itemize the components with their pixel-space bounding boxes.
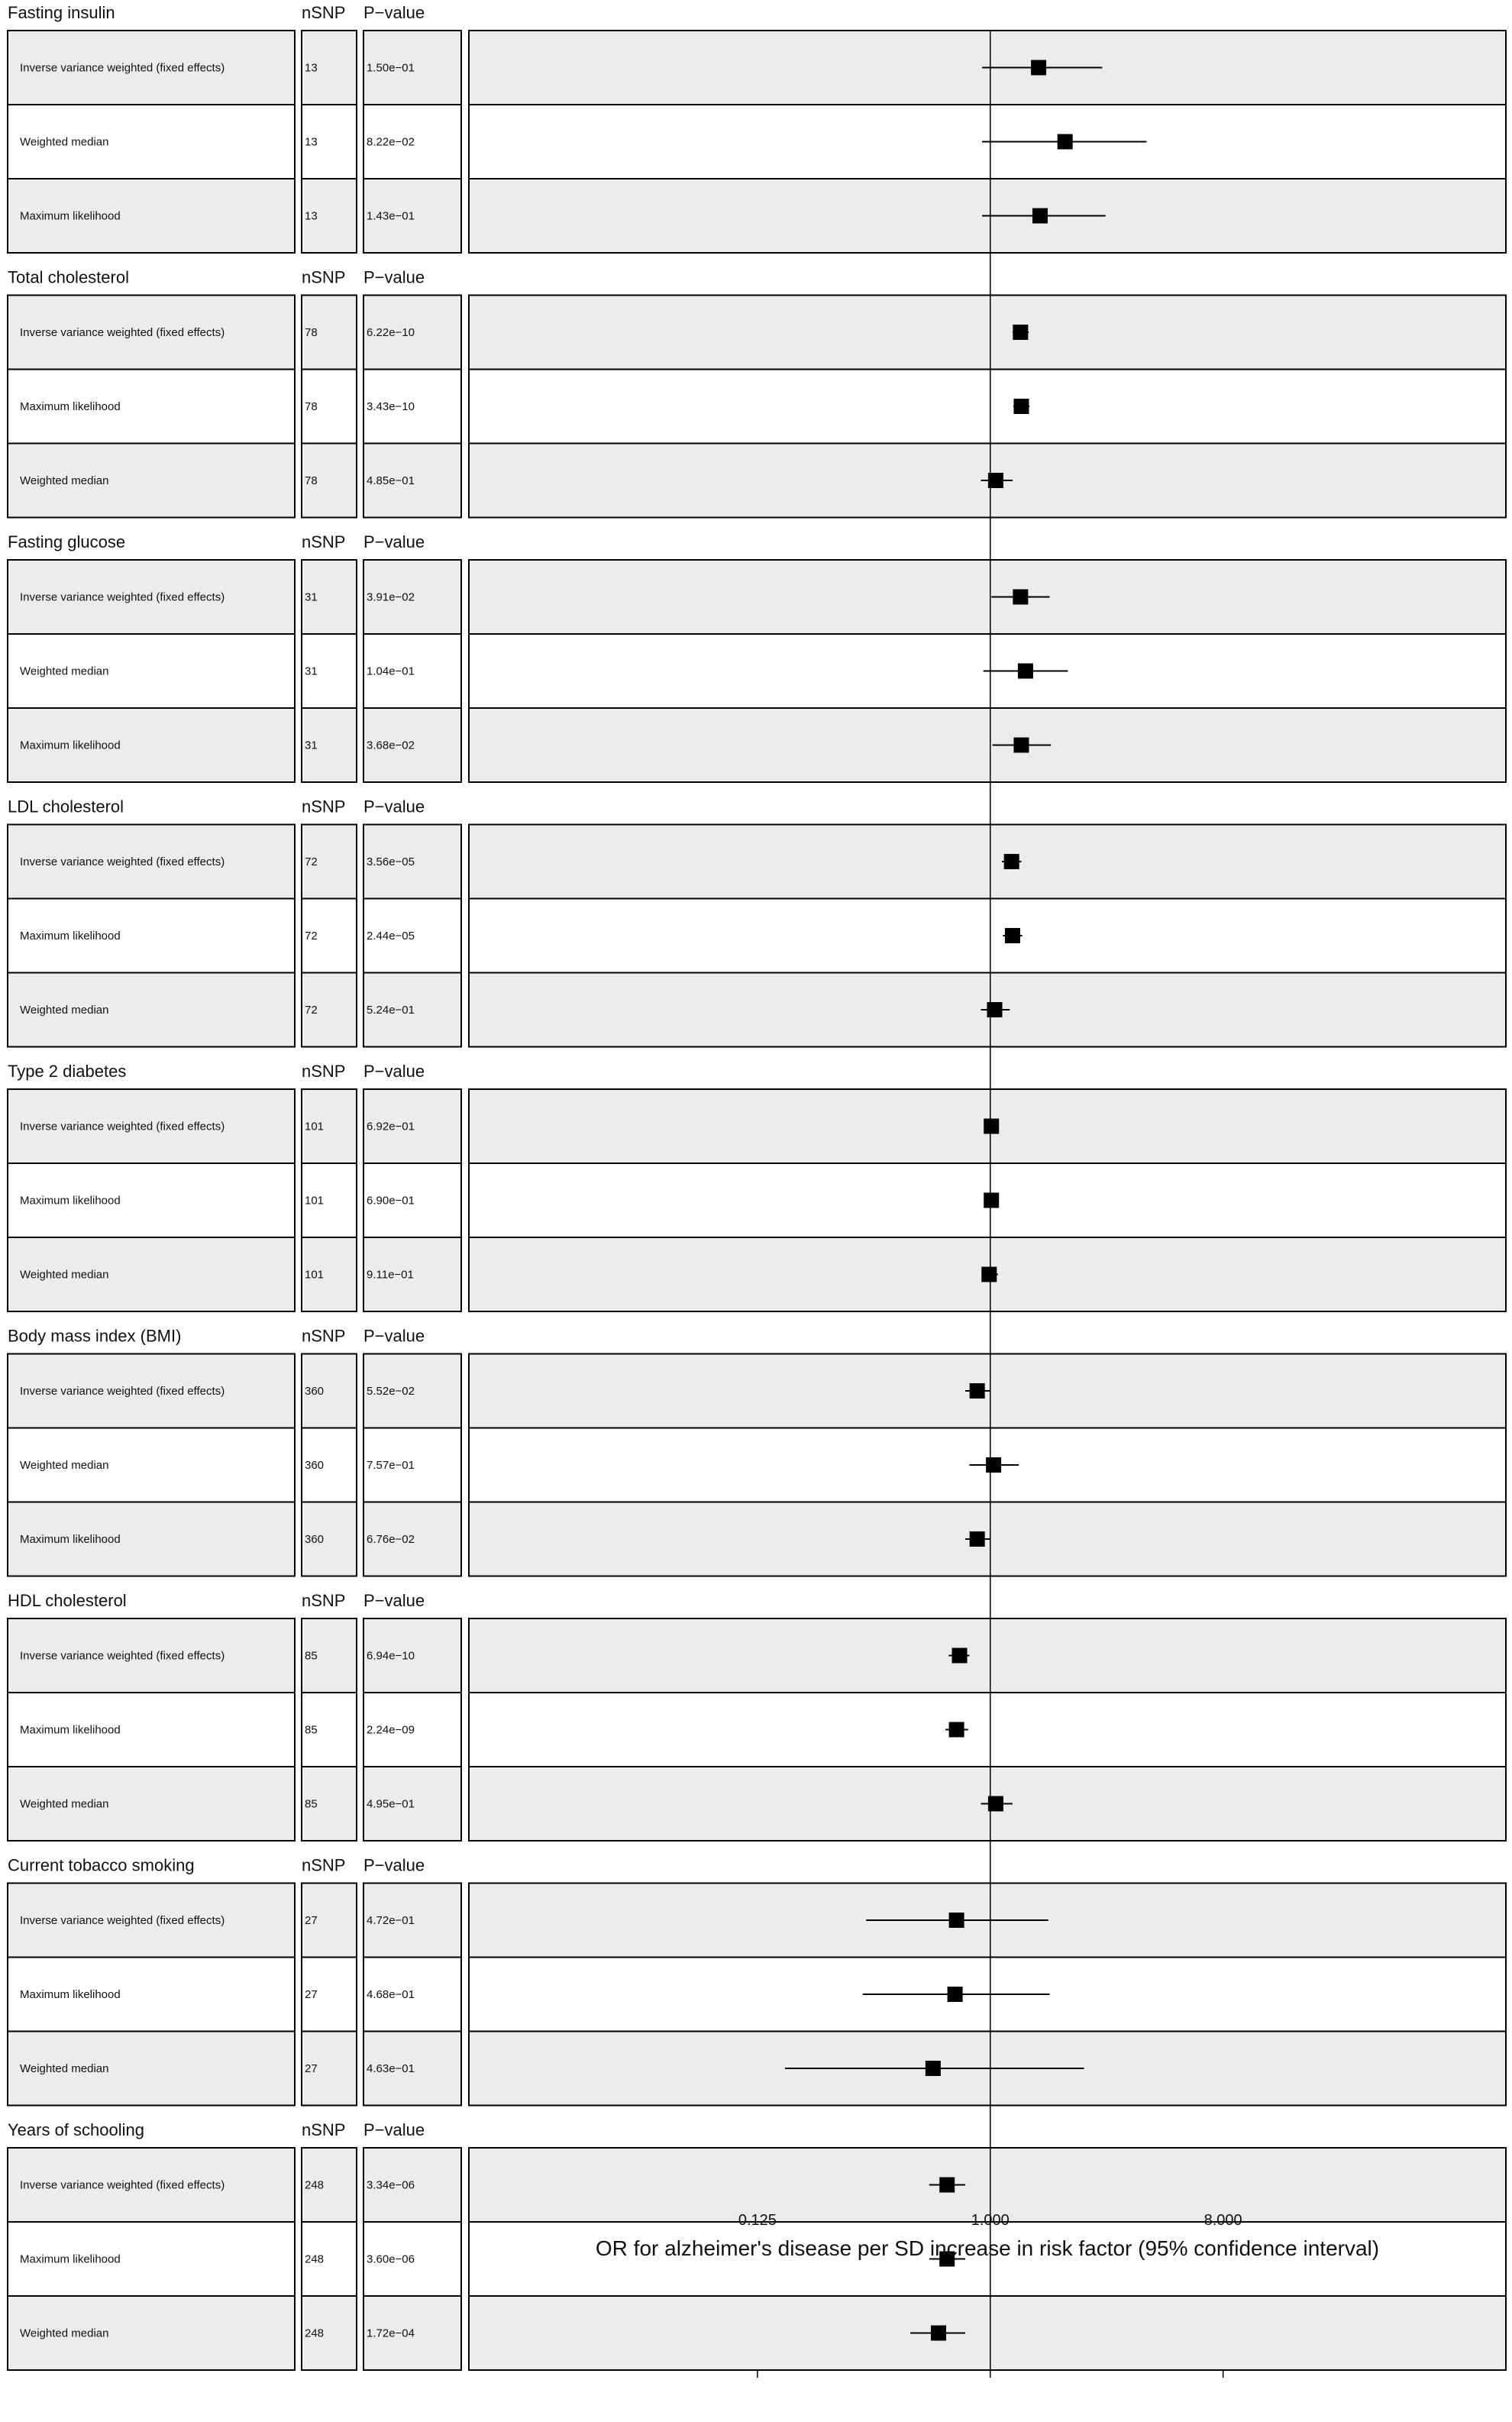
nsnp-header: nSNP <box>302 1326 346 1346</box>
nsnp-value: 360 <box>305 1385 325 1398</box>
nsnp-value: 72 <box>305 930 318 943</box>
table-row <box>8 31 1506 105</box>
method-label: Weighted median <box>20 2327 109 2340</box>
x-tick-label: 1.000 <box>971 2212 1010 2229</box>
group-6 <box>8 1591 1506 1841</box>
group-title: Total cholesterol <box>8 267 129 287</box>
method-label: Inverse variance weighted (fixed effects) <box>20 1914 225 1927</box>
plot-cell <box>469 1618 1506 1693</box>
plot-cell <box>469 708 1506 782</box>
plot-cell <box>469 2148 1506 2222</box>
group-7 <box>8 1856 1506 2106</box>
method-label: Maximum likelihood <box>20 930 121 943</box>
plot-cell <box>469 370 1506 444</box>
table-row <box>8 1884 1506 1958</box>
plot-cell <box>469 560 1506 634</box>
nsnp-value: 13 <box>305 61 318 75</box>
nsnp-header: nSNP <box>302 1591 346 1610</box>
point-estimate <box>1013 399 1029 414</box>
point-estimate <box>1031 60 1046 76</box>
point-estimate <box>970 1531 985 1547</box>
method-label: Weighted median <box>20 1459 109 1472</box>
table-row <box>8 1237 1506 1311</box>
plot-cell <box>469 1693 1506 1767</box>
group-5 <box>8 1327 1506 1576</box>
nsnp-value: 27 <box>305 2062 318 2075</box>
pvalue-value: 3.43e−10 <box>367 400 415 413</box>
point-estimate <box>1005 928 1020 943</box>
plot-cell <box>469 825 1506 899</box>
table-row <box>8 1502 1506 1576</box>
estimate-mark <box>984 1119 999 1134</box>
pvalue-value: 4.95e−01 <box>367 1797 415 1811</box>
pvalue-value: 2.24e−09 <box>367 1723 415 1737</box>
table-row <box>8 296 1506 370</box>
method-label: Inverse variance weighted (fixed effects) <box>20 1120 225 1133</box>
method-label: Inverse variance weighted (fixed effects) <box>20 326 225 339</box>
point-estimate <box>949 1722 964 1738</box>
nsnp-header: nSNP <box>302 1062 346 1081</box>
point-estimate <box>984 1119 999 1134</box>
point-estimate <box>988 473 1003 488</box>
pvalue-value: 1.72e−04 <box>367 2327 415 2340</box>
point-estimate <box>952 1648 968 1664</box>
pvalue-value: 3.56e−05 <box>367 855 415 868</box>
estimate-mark <box>1013 325 1029 340</box>
group-title: Body mass index (BMI) <box>8 1326 182 1346</box>
point-estimate <box>1013 738 1029 753</box>
table-row <box>8 105 1506 179</box>
point-estimate <box>931 2326 946 2341</box>
nsnp-value: 248 <box>305 2327 325 2340</box>
table-row <box>8 1428 1506 1502</box>
point-estimate <box>1032 209 1048 224</box>
group-title: HDL cholesterol <box>8 1591 127 1610</box>
plot-cell <box>469 296 1506 370</box>
group-title: LDL cholesterol <box>8 797 124 816</box>
nsnp-value: 360 <box>305 1533 325 1546</box>
method-label: Weighted median <box>20 135 109 149</box>
pvalue-value: 6.76e−02 <box>367 1533 415 1546</box>
method-label: Inverse variance weighted (fixed effects) <box>20 855 225 868</box>
pvalue-value: 2.44e−05 <box>367 930 415 943</box>
pvalue-value: 9.11e−01 <box>367 1268 414 1282</box>
group-title: Type 2 diabetes <box>8 1062 127 1081</box>
estimate-mark <box>981 1267 997 1282</box>
nsnp-header: nSNP <box>302 532 346 551</box>
pvalue-value: 1.43e−01 <box>367 209 415 223</box>
method-label: Weighted median <box>20 2062 109 2075</box>
pvalue-value: 3.60e−06 <box>367 2252 415 2266</box>
pvalue-header: P−value <box>363 1062 425 1081</box>
point-estimate <box>1018 664 1033 679</box>
point-estimate <box>1004 854 1019 869</box>
group-4 <box>8 1062 1506 1311</box>
group-title: Fasting insulin <box>8 3 115 22</box>
estimate-mark <box>1002 854 1021 869</box>
forest-groups <box>8 3 1506 2370</box>
pvalue-value: 8.22e−02 <box>367 135 415 149</box>
table-row <box>8 2148 1506 2222</box>
nsnp-value: 31 <box>305 590 318 604</box>
nsnp-value: 85 <box>305 1797 318 1811</box>
point-estimate <box>1058 134 1073 150</box>
point-estimate <box>984 1193 999 1208</box>
group-1 <box>8 268 1506 518</box>
group-title: Fasting glucose <box>8 532 126 551</box>
point-estimate <box>1013 590 1028 605</box>
pvalue-header: P−value <box>363 2120 425 2139</box>
method-label: Maximum likelihood <box>20 209 121 223</box>
nsnp-value: 360 <box>305 1459 325 1472</box>
x-axis-label: OR for alzheimer's disease per SD increase in risk factor (95% confidence interval) <box>595 2236 1380 2260</box>
estimate-mark <box>1003 928 1022 943</box>
nsnp-value: 13 <box>305 209 318 223</box>
pvalue-value: 7.57e−01 <box>367 1459 415 1472</box>
plot-cell <box>469 2296 1506 2370</box>
method-label: Weighted median <box>20 1797 109 1811</box>
x-tick-label: 0.125 <box>738 2212 777 2229</box>
nsnp-header: nSNP <box>302 3 346 22</box>
group-title: Years of schooling <box>8 2120 144 2139</box>
estimate-mark <box>984 1193 999 1208</box>
pvalue-value: 1.04e−01 <box>367 665 415 678</box>
pvalue-header: P−value <box>363 1855 425 1875</box>
nsnp-value: 78 <box>305 400 318 413</box>
estimate-mark <box>1013 399 1029 414</box>
group-title: Current tobacco smoking <box>8 1855 195 1875</box>
point-estimate <box>939 2178 955 2193</box>
pvalue-value: 5.24e−01 <box>367 1004 415 1017</box>
plot-cell <box>469 899 1506 973</box>
method-label: Maximum likelihood <box>20 1533 121 1546</box>
pvalue-header: P−value <box>363 3 425 22</box>
table-row <box>8 634 1506 708</box>
method-label: Maximum likelihood <box>20 1723 121 1737</box>
table-row <box>8 444 1506 518</box>
nsnp-value: 27 <box>305 1988 318 2001</box>
pvalue-value: 3.68e−02 <box>367 739 415 752</box>
nsnp-value: 72 <box>305 1004 318 1017</box>
pvalue-value: 4.72e−01 <box>367 1914 415 1927</box>
method-label: Weighted median <box>20 1268 109 1282</box>
nsnp-value: 85 <box>305 1649 318 1663</box>
point-estimate <box>926 2061 941 2076</box>
method-label: Maximum likelihood <box>20 400 121 413</box>
table-row <box>8 2032 1506 2106</box>
pvalue-value: 4.68e−01 <box>367 1988 415 2001</box>
table-row <box>8 899 1506 973</box>
group-2 <box>8 532 1506 782</box>
table-row <box>8 708 1506 782</box>
point-estimate <box>949 1913 964 1928</box>
pvalue-value: 4.63e−01 <box>367 2062 415 2075</box>
table-row <box>8 2296 1506 2370</box>
pvalue-value: 4.85e−01 <box>367 474 415 487</box>
point-estimate <box>987 1002 1003 1017</box>
method-label: Inverse variance weighted (fixed effects) <box>20 590 225 604</box>
table-row <box>8 1163 1506 1237</box>
table-row <box>8 1693 1506 1767</box>
nsnp-value: 101 <box>305 1268 325 1282</box>
nsnp-value: 78 <box>305 474 318 487</box>
method-label: Inverse variance weighted (fixed effects) <box>20 1649 225 1663</box>
table-row <box>8 1089 1506 1163</box>
x-tick-label: 8.000 <box>1203 2212 1242 2229</box>
pvalue-header: P−value <box>363 532 425 551</box>
nsnp-value: 27 <box>305 1914 318 1927</box>
group-3 <box>8 797 1506 1047</box>
table-row <box>8 1618 1506 1693</box>
group-0 <box>8 3 1506 253</box>
pvalue-header: P−value <box>363 267 425 287</box>
method-label: Maximum likelihood <box>20 2252 121 2266</box>
pvalue-value: 3.34e−06 <box>367 2178 415 2192</box>
nsnp-value: 248 <box>305 2252 325 2266</box>
table-row <box>8 560 1506 634</box>
pvalue-header: P−value <box>363 797 425 816</box>
point-estimate <box>1013 325 1028 340</box>
nsnp-value: 31 <box>305 665 318 678</box>
pvalue-value: 3.91e−02 <box>367 590 415 604</box>
nsnp-value: 72 <box>305 855 318 868</box>
table-row <box>8 179 1506 253</box>
pvalue-value: 6.92e−01 <box>367 1120 415 1133</box>
table-row <box>8 1767 1506 1841</box>
pvalue-header: P−value <box>363 1326 425 1346</box>
point-estimate <box>970 1383 985 1399</box>
nsnp-header: nSNP <box>302 1855 346 1875</box>
nsnp-value: 85 <box>305 1723 318 1737</box>
nsnp-header: nSNP <box>302 267 346 287</box>
nsnp-value: 31 <box>305 739 318 752</box>
point-estimate <box>981 1267 997 1282</box>
pvalue-value: 6.22e−10 <box>367 326 415 339</box>
nsnp-value: 101 <box>305 1194 325 1208</box>
table-row <box>8 1958 1506 2032</box>
pvalue-value: 6.90e−01 <box>367 1194 415 1208</box>
table-row <box>8 973 1506 1047</box>
method-label: Inverse variance weighted (fixed effects) <box>20 61 225 75</box>
method-label: Weighted median <box>20 665 109 678</box>
nsnp-value: 13 <box>305 135 318 149</box>
table-row <box>8 825 1506 899</box>
point-estimate <box>988 1796 1003 1812</box>
nsnp-header: nSNP <box>302 2120 346 2139</box>
method-label: Maximum likelihood <box>20 739 121 752</box>
nsnp-value: 101 <box>305 1120 325 1133</box>
nsnp-value: 248 <box>305 2178 325 2192</box>
nsnp-header: nSNP <box>302 797 346 816</box>
method-label: Inverse variance weighted (fixed effects) <box>20 2178 225 2192</box>
pvalue-value: 1.50e−01 <box>367 61 415 75</box>
table-row <box>8 1354 1506 1428</box>
point-estimate <box>986 1457 1001 1473</box>
nsnp-value: 78 <box>305 326 318 339</box>
method-label: Weighted median <box>20 474 109 487</box>
method-label: Weighted median <box>20 1004 109 1017</box>
table-row <box>8 370 1506 444</box>
pvalue-header: P−value <box>363 1591 425 1610</box>
pvalue-value: 5.52e−02 <box>367 1385 415 1398</box>
pvalue-value: 6.94e−10 <box>367 1649 415 1663</box>
point-estimate <box>948 1987 963 2002</box>
method-label: Maximum likelihood <box>20 1194 121 1208</box>
method-label: Inverse variance weighted (fixed effects) <box>20 1385 225 1398</box>
method-label: Maximum likelihood <box>20 1988 121 2001</box>
